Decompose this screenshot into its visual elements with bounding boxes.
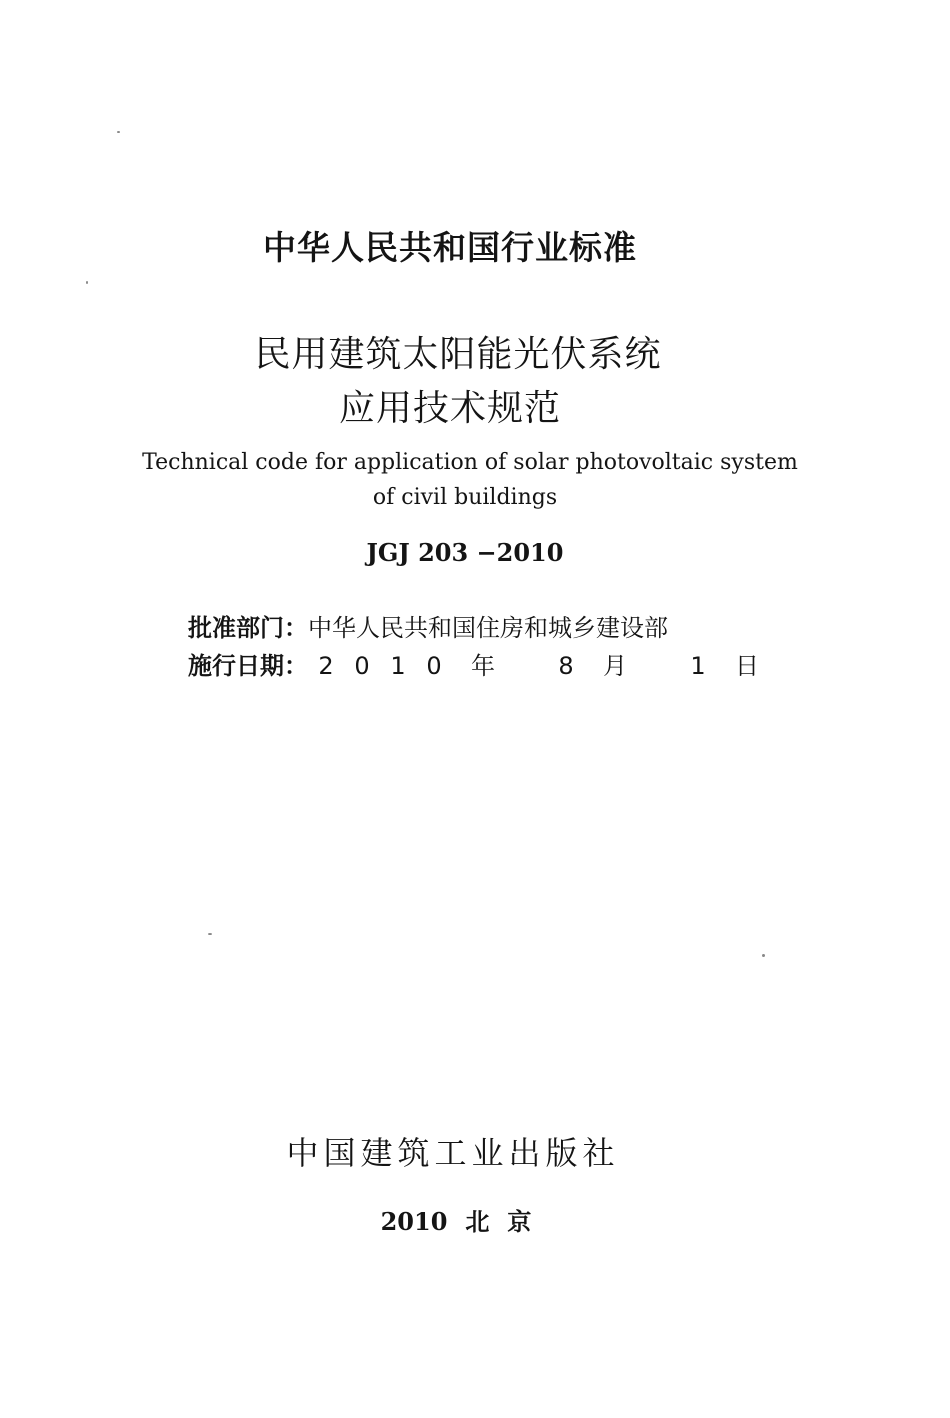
publisher-name: 中国建筑工业出版社 [286,1134,620,1172]
approval-label: 批准部门： [188,614,308,642]
publication-place-year [0,1202,912,1237]
approval-line [188,608,668,643]
scan-speck [762,954,765,957]
city-char: 京 [507,1207,532,1236]
standard-code: JGJ 203 −2010 [366,538,564,567]
title-en-line-2: of civil buildings [372,485,558,510]
month-value: 8 [558,652,574,680]
scan-speck [208,933,212,935]
day-unit: 日 [735,652,759,680]
month-unit: 月 [603,652,627,680]
year-digit: 0 [354,652,370,680]
title-en-line-1: Technical code for application of solar photovoltaic system [142,450,798,475]
approval-value: 中华人民共和国住房和城乡建设部 [308,614,668,642]
effective-date-line [188,646,778,681]
year-digit: 1 [390,652,406,680]
year-unit: 年 [471,652,495,680]
city-char: 北 [465,1207,490,1236]
day-value: 1 [690,652,706,680]
effective-label: 施行日期： [188,652,308,680]
year-digit: 2 [318,652,334,680]
scan-speck [117,131,120,133]
standard-category-line: 中华人民共和国行业标准 [263,228,637,267]
title-zh-line-2: 应用技术规范 [338,388,561,429]
scan-speck [86,281,88,284]
title-zh-line-1: 民用建筑太阳能光伏系统 [254,334,662,375]
year-digit: 0 [426,652,442,680]
publication-year: 2010 [380,1207,448,1236]
